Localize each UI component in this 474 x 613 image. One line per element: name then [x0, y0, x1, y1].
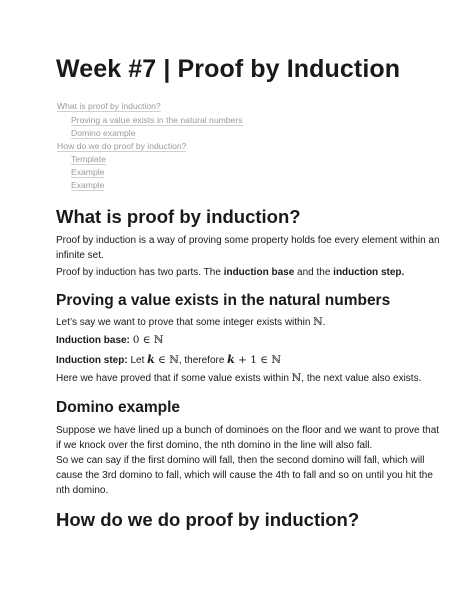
section-heading-proving-value: Proving a value exists in the natural numbers — [56, 292, 391, 309]
paragraph-domino-line1: Suppose we have lined up a bunch of dominoes on the floor and we want to prove that — [56, 425, 440, 436]
toc-link-example-2[interactable]: Example — [71, 180, 105, 190]
paragraph-domino-line5: nth domino. — [56, 485, 109, 496]
bold-term-induction-step: induction step. — [333, 267, 405, 278]
text: and the — [294, 267, 334, 278]
paragraph-outro — [56, 371, 421, 386]
toc-link-what-is-proof[interactable]: What is proof by induction? — [57, 101, 161, 111]
toc-link-proving-value[interactable]: Proving a value exists in the natural numbers — [71, 115, 243, 125]
paragraph-intro — [56, 315, 326, 330]
bold-term-induction-base: induction base — [223, 267, 295, 278]
text: Let’s say we want to prove that some integer exists within — [56, 317, 314, 328]
math-k-plus-one: + 1 ∈ ℕ — [234, 354, 281, 366]
label-induction-base: Induction base: — [56, 335, 130, 346]
math-naturals: ℕ — [313, 316, 323, 328]
toc-link-template[interactable]: Template — [71, 154, 106, 164]
page-title: Week #7 | Proof by Induction — [56, 55, 401, 83]
section-heading-domino: Domino example — [56, 399, 181, 416]
math-base: 0 ∈ ℕ — [132, 334, 164, 346]
section-heading-what-is-proof: What is proof by induction? — [56, 206, 301, 227]
math-in-naturals: ∈ ℕ — [154, 354, 179, 366]
paragraph-definition-line2: infinite set. — [56, 250, 104, 261]
toc-link-how-do-we[interactable]: How do we do proof by induction? — [57, 141, 187, 151]
paragraph-definition-line1: Proof by induction is a way of proving some property holds foe every element within an — [56, 235, 440, 246]
text: Let — [127, 355, 148, 366]
paragraph-induction-base — [56, 333, 163, 348]
toc-link-example-1[interactable]: Example — [71, 167, 105, 177]
section-heading-how-do-we: How do we do proof by induction? — [56, 509, 360, 530]
paragraph-domino-line3: So we can say if the first domino will fall, then the second domino will fall, which will — [56, 455, 425, 466]
math-k: k — [227, 353, 235, 366]
toc-link-domino-example[interactable]: Domino example — [71, 128, 136, 138]
text: . — [322, 317, 326, 328]
text: Proof by induction has two parts. The — [56, 267, 224, 278]
text: Here we have proved that if some value exists within — [56, 373, 292, 384]
math-k: k — [147, 353, 155, 366]
math-naturals: ℕ — [291, 372, 302, 384]
paragraph-induction-step — [56, 352, 281, 368]
paragraph-two-parts — [56, 265, 404, 280]
text: , the next value also exists. — [301, 373, 422, 384]
label-induction-step: Induction step: — [56, 355, 128, 366]
text: , therefore — [178, 355, 228, 366]
paragraph-domino-line4: cause the 3rd domino to fall, which will cause the 4th to fall and so on until you hit the — [56, 470, 433, 481]
paragraph-domino-line2: if we knock over the first domino, the nth domino in the line will also fall. — [56, 440, 373, 451]
